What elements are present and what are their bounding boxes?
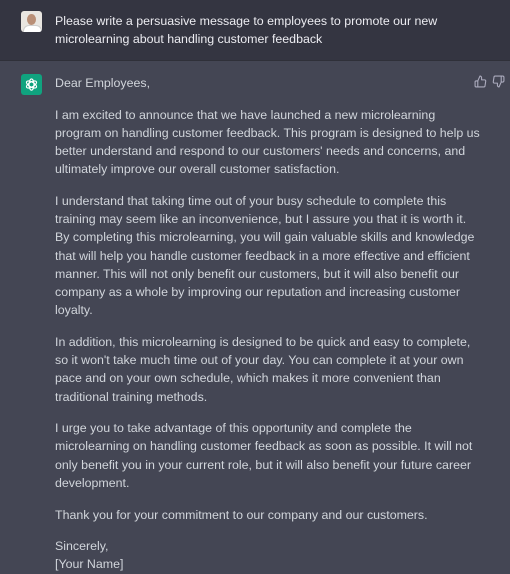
user-avatar	[21, 11, 42, 32]
assistant-message-row	[0, 61, 510, 572]
avatar-shirt	[23, 25, 42, 32]
user-message-row	[0, 0, 510, 61]
assistant-avatar	[21, 74, 42, 95]
openai-logo-icon	[24, 77, 39, 92]
signature: [Your Name]	[55, 557, 124, 572]
paragraph-2: I understand that taking time out of your busy schedule to complete this training may seem like an inconvenience, but I assure you that it is worth it. By completing this microlearning, you will gain valuable skills and knowledge that will help you handle customer feedback in a more effective and efficient manner. This will not only benefit our customers, but it will also benefit our company as a whole by improving our reputation and increasing customer loyalty.	[55, 194, 475, 318]
paragraph-4: I urge you to take advantage of this opportunity and complete the microlearning on handling customer feedback as soon as possible. It will not only benefit you in your current role, but it will also benefit your future career development.	[55, 421, 473, 490]
thumbs-down-button[interactable]	[492, 75, 506, 89]
paragraph-5: Thank you for your commitment to our company and our customers.	[55, 507, 428, 522]
thumbs-down-icon	[492, 75, 505, 88]
assistant-message	[55, 74, 480, 574]
paragraph-1: I am excited to announce that we have launched a new microlearning program on handling customer feedback. This program is designed to help us better understand and respond to our customers' needs and concerns, and ultimately improve our overall customer satisfaction.	[55, 107, 480, 177]
greeting: Dear Employees,	[55, 76, 151, 90]
avatar-face	[27, 14, 36, 25]
user-prompt-text: Please write a persuasive message to employees to promote our new microlearning about handling customer feedback	[55, 14, 438, 46]
closing: Sincerely,	[55, 539, 109, 554]
paragraph-3: In addition, this microlearning is designed to be quick and easy to complete, so it won't take much time out of your day. You can complete it at your own pace and on your own schedule, which makes it more convenient than traditional training methods.	[55, 334, 471, 404]
